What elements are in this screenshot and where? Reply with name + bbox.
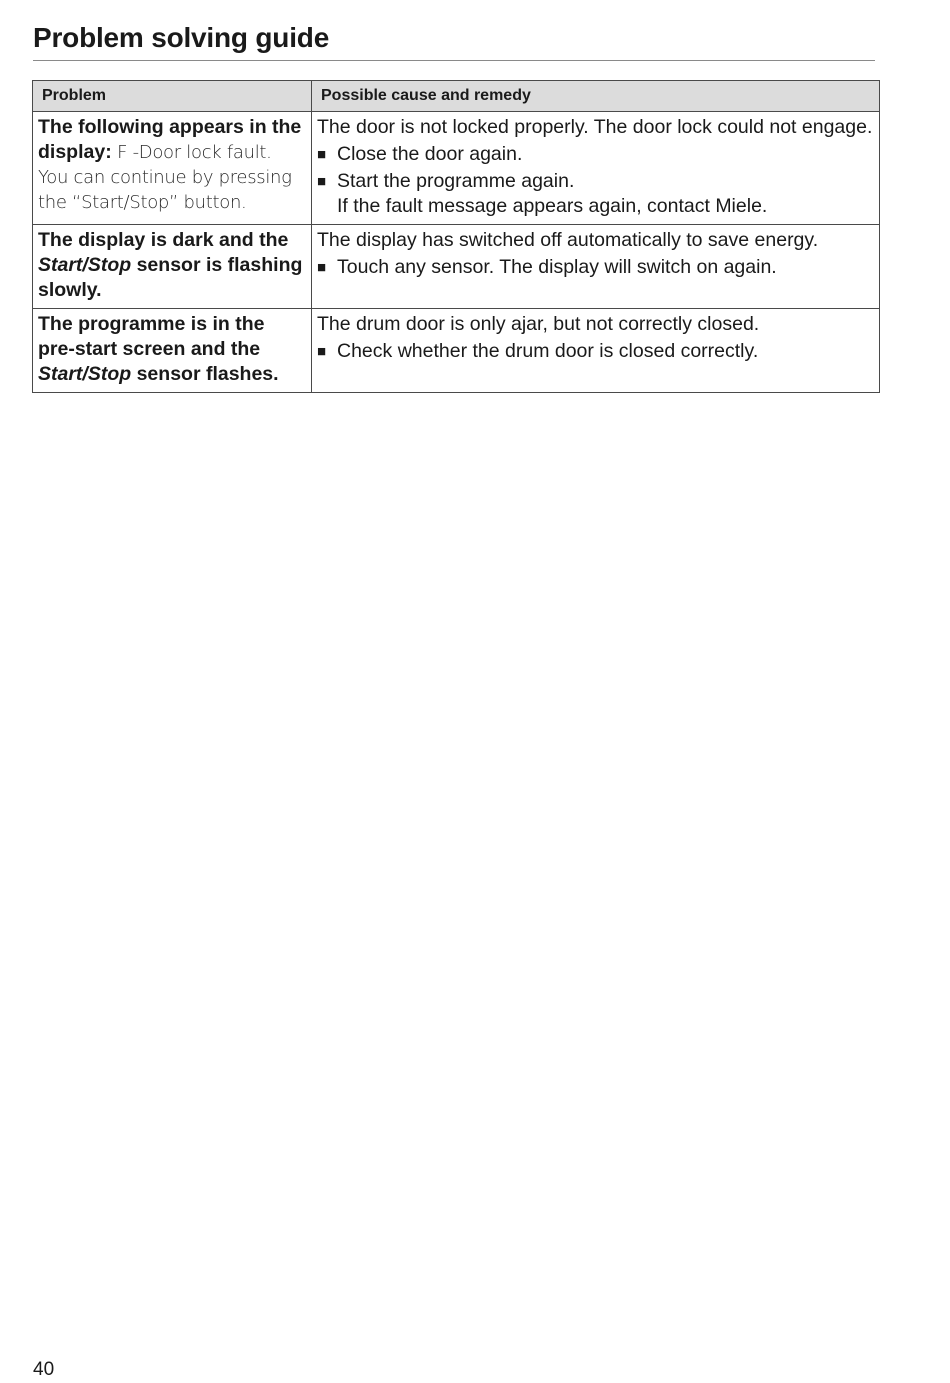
square-bullet-icon: ■ <box>317 343 327 360</box>
title-divider <box>33 60 875 61</box>
problem-text: sensor flashes. <box>131 363 279 385</box>
list-item <box>317 339 874 364</box>
sensor-name: Start/Stop <box>38 254 132 276</box>
table-row <box>33 309 880 393</box>
remedy-cell <box>312 225 880 309</box>
page-number: 40 <box>33 1359 55 1380</box>
problem-cell <box>33 112 312 225</box>
table-row <box>33 225 880 309</box>
column-header-remedy: Possible cause and remedy <box>312 81 880 112</box>
table-row <box>33 112 880 225</box>
sensor-name: Start/Stop <box>38 363 132 385</box>
list-item <box>317 169 874 219</box>
remedy-step: Close the door again. <box>337 143 523 165</box>
problem-cell <box>33 225 312 309</box>
cause-text: The display has switched off automatically to save energy. <box>317 229 819 251</box>
square-bullet-icon: ■ <box>317 146 327 163</box>
cause-text: The door is not locked properly. The door lock could not engage. <box>317 116 873 138</box>
remedy-step: Start the programme again. <box>337 170 575 192</box>
remedy-cell <box>312 112 880 225</box>
cause-text: The drum door is only ajar, but not correctly closed. <box>317 313 760 335</box>
problem-text: The programme is in the pre-start screen and the <box>38 313 265 360</box>
remedy-step: Check whether the drum door is closed correctly. <box>337 340 759 362</box>
problem-table <box>32 80 880 393</box>
list-item <box>317 255 874 280</box>
problem-text: sensor is flashing slowly. <box>38 254 303 301</box>
list-item <box>317 142 874 167</box>
square-bullet-icon: ■ <box>317 173 327 190</box>
column-header-problem: Problem <box>33 81 312 112</box>
remedy-cell <box>312 309 880 393</box>
problem-cell <box>33 309 312 393</box>
square-bullet-icon: ■ <box>317 259 327 276</box>
display-message: F -Door lock fault. You can continue by pressing the “Start/Stop” button. <box>38 142 292 213</box>
problem-text: The display is dark and the <box>38 229 289 251</box>
page-title: Problem solving guide <box>33 22 330 53</box>
problem-text: The following appears in the display: <box>38 116 302 163</box>
remedy-note: If the fault message appears again, contact Miele. <box>337 195 768 217</box>
remedy-step: Touch any sensor. The display will switch on again. <box>337 256 777 278</box>
table-header-row <box>33 81 880 112</box>
